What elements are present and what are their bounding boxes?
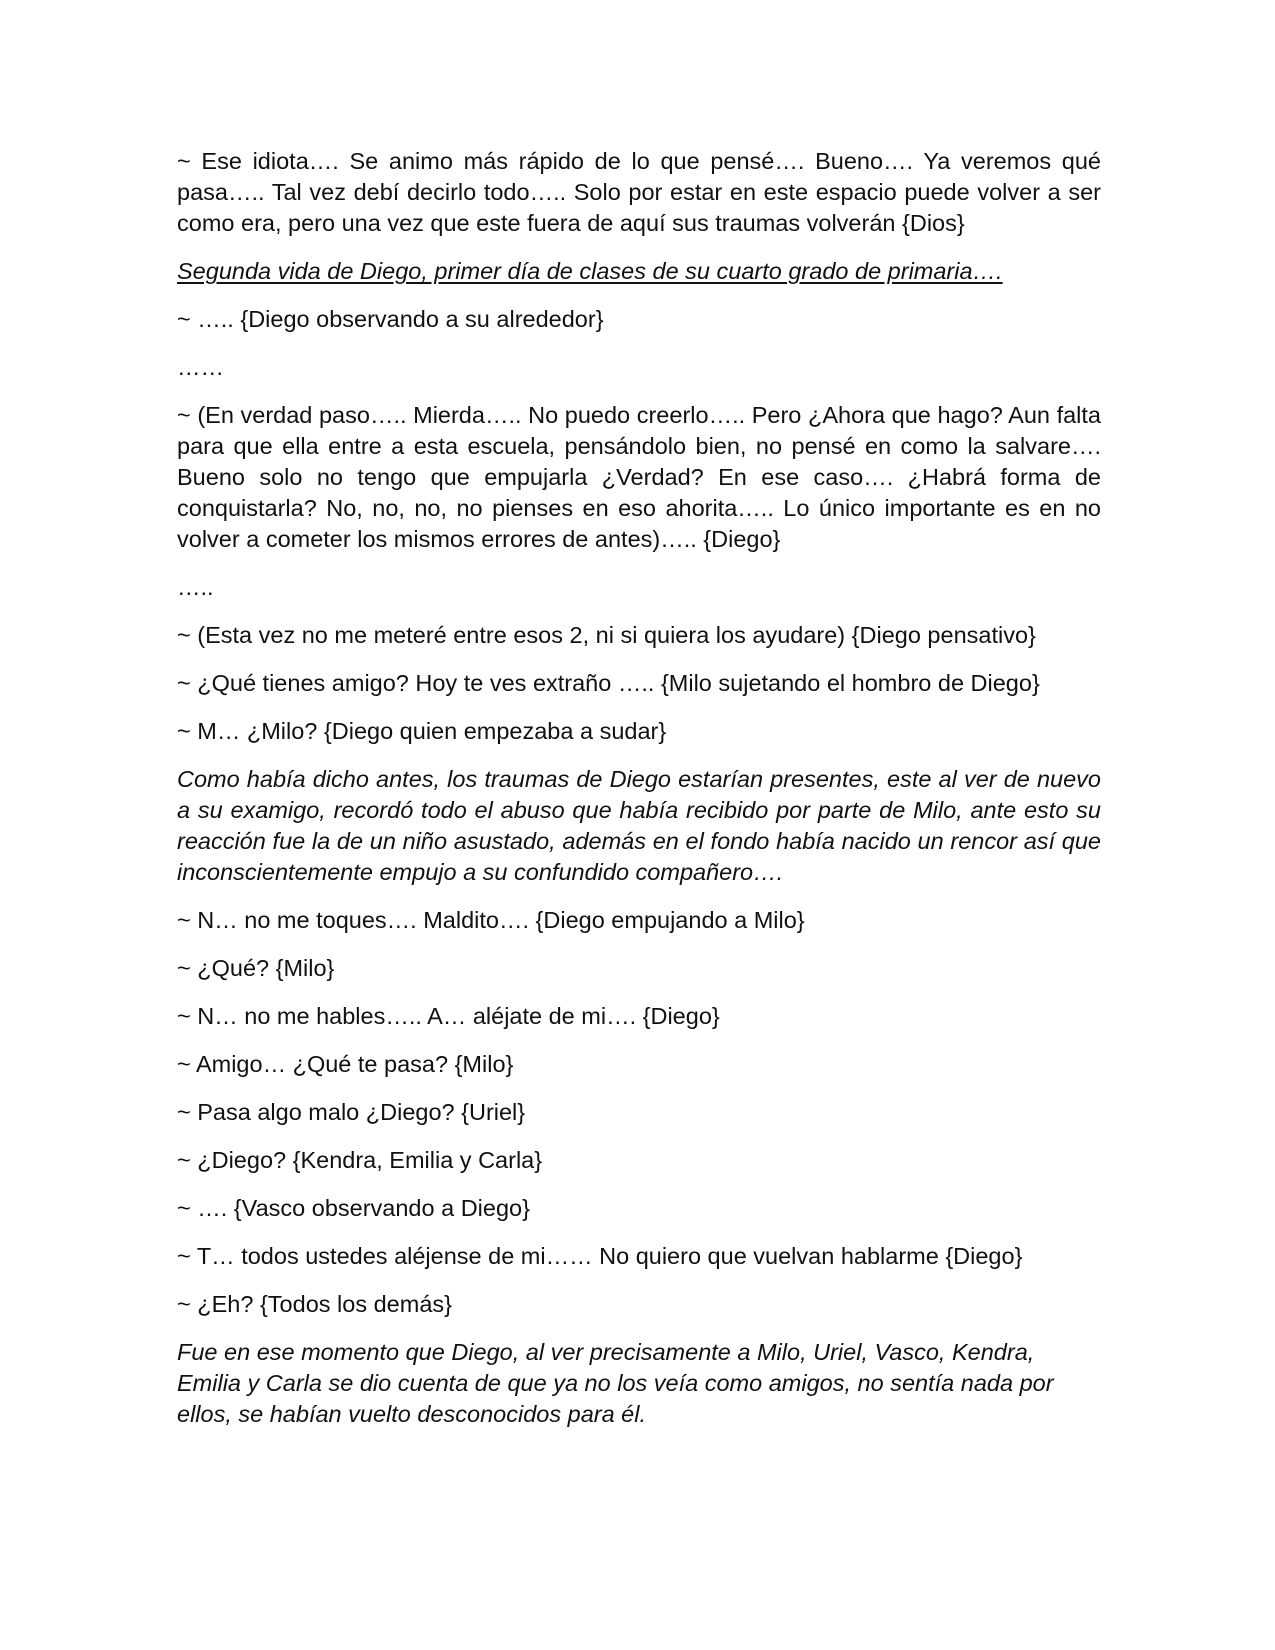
- dialogue-line: ~ …. {Vasco observando a Diego}: [177, 1195, 530, 1221]
- dialogue-line: ~ Pasa algo malo ¿Diego? {Uriel}: [177, 1099, 526, 1125]
- dialogue-line: ~ (Esta vez no me meteré entre esos 2, ni si quiera los ayudare) {Diego pensativo}: [177, 622, 1036, 648]
- dialogue-line: ~ ….. {Diego observando a su alrededor}: [177, 306, 604, 332]
- dialogue-line: ~ T… todos ustedes aléjense de mi…… No quiero que vuelvan hablarme {Diego}: [177, 1243, 1023, 1269]
- dialogue-line: ~ Amigo… ¿Qué te pasa? {Milo}: [177, 1051, 514, 1077]
- dialogue-paragraph-dios: ~ Ese idiota…. Se animo más rápido de lo que pensé…. Bueno…. Ya veremos qué pasa….. Tal vez debí decirlo todo….. Solo por estar en este espacio puede volver a ser como era, pero una vez que este fuera de aquí sus traumas volverán {Dios}: [177, 148, 1101, 236]
- narration-paragraph: Como había dicho antes, los traumas de Diego estarían presentes, este al ver de nuevo a su examigo, recordó todo el abuso que había recibido por parte de Milo, ante esto su reacción fue la de un niño asustado, además en el fondo había nacido un rencor así que inconscientemente empujo a su confundido compañero….: [177, 766, 1101, 885]
- document-page: [177, 146, 1101, 1447]
- dialogue-line: ~ ¿Qué tienes amigo? Hoy te ves extraño ….. {Milo sujetando el hombro de Diego}: [177, 670, 1040, 696]
- dialogue-line: ~ ¿Qué? {Milo}: [177, 955, 335, 981]
- dialogue-paragraph-diego-thoughts: ~ (En verdad paso….. Mierda….. No puedo creerlo….. Pero ¿Ahora que hago? Aun falta para que ella entre a esta escuela, pensándolo bien, no pensé en como la salvare…. Bueno solo no tengo que empujarla ¿Verdad? En ese caso…. ¿Habrá forma de conquistarla? No, no, no, no pienses en eso ahorita….. Lo único importante es en no volver a cometer los mismos errores de antes)….. {Diego}: [177, 402, 1101, 552]
- narration-paragraph: Fue en ese momento que Diego, al ver precisamente a Milo, Uriel, Vasco, Kendra, Emilia y Carla se dio cuenta de que ya no los veía como amigos, no sentía nada por ellos, se habían vuelto desconocidos para él.: [177, 1339, 1054, 1427]
- dialogue-line: ~ ¿Diego? {Kendra, Emilia y Carla}: [177, 1147, 543, 1173]
- dialogue-line: ~ N… no me hables….. A… aléjate de mi…. {Diego}: [177, 1003, 720, 1029]
- dialogue-line: ~ N… no me toques…. Maldito…. {Diego empujando a Milo}: [177, 907, 805, 933]
- ellipsis-separator: …..: [177, 574, 214, 600]
- section-heading: Segunda vida de Diego, primer día de clases de su cuarto grado de primaria….: [177, 258, 1003, 284]
- dialogue-line: ~ ¿Eh? {Todos los demás}: [177, 1291, 452, 1317]
- dialogue-line: ~ M… ¿Milo? {Diego quien empezaba a sudar}: [177, 718, 667, 744]
- ellipsis-separator: ……: [177, 354, 224, 380]
